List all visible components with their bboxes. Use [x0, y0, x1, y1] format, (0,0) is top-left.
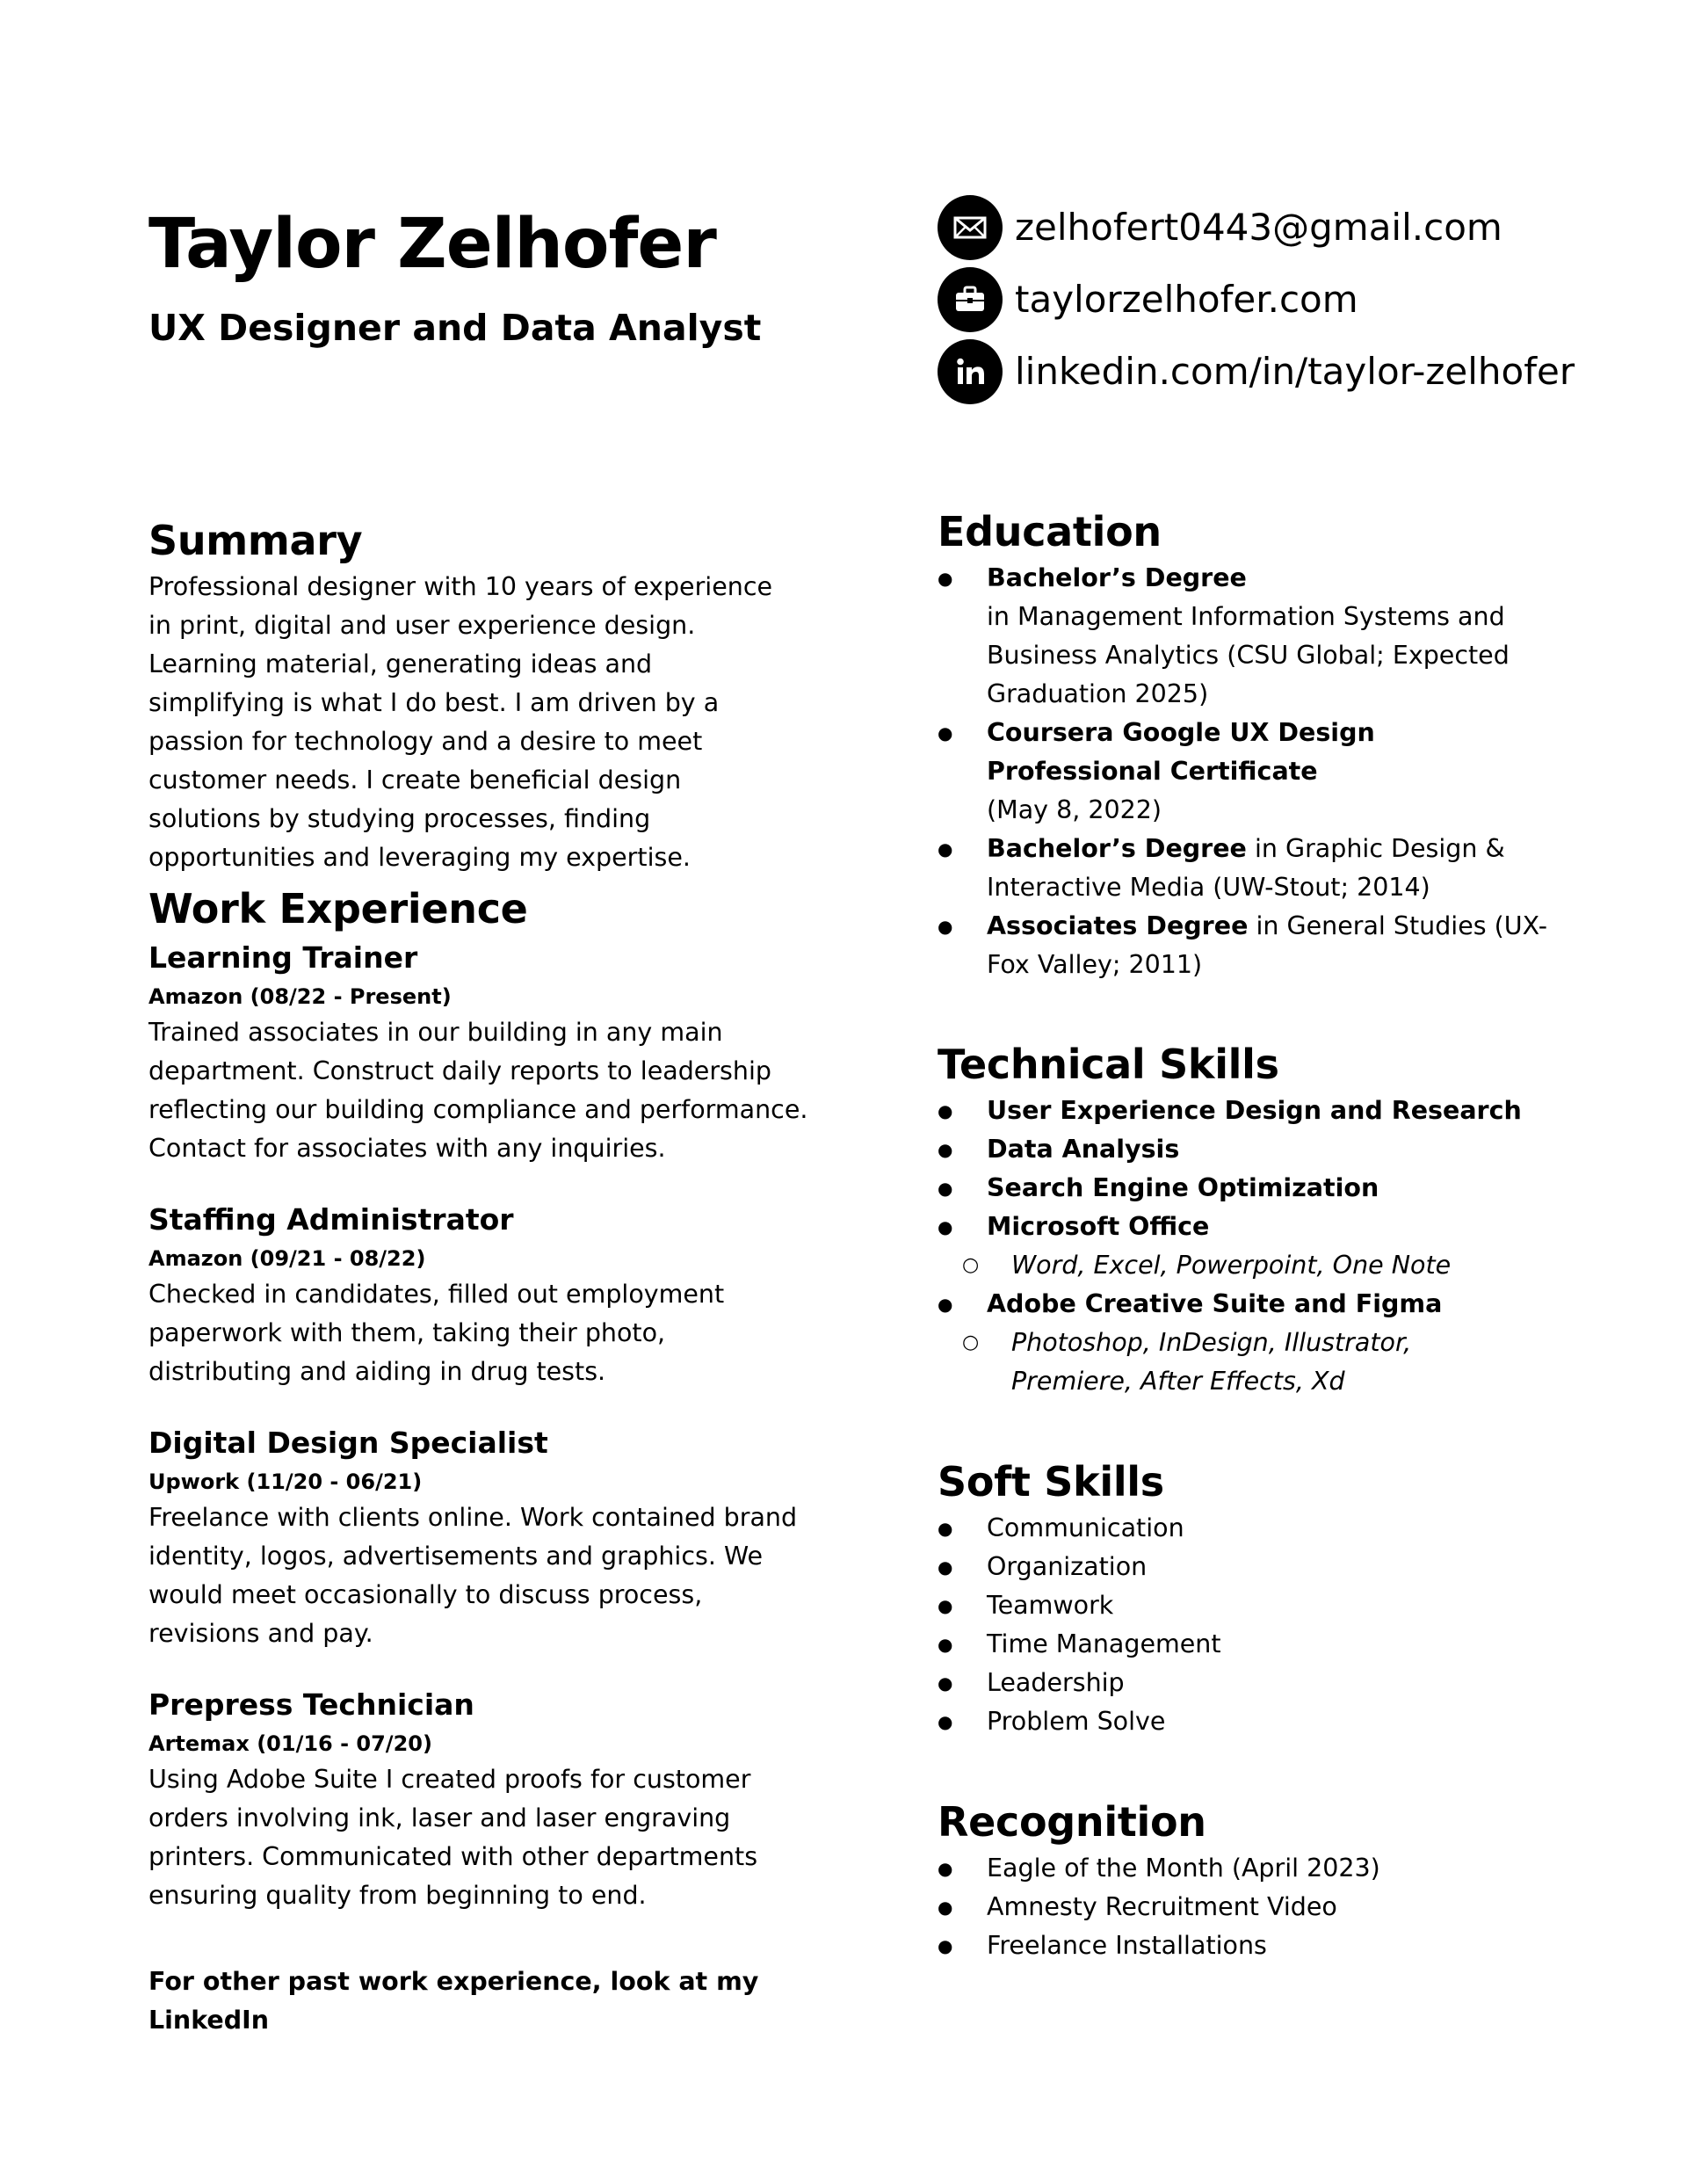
job-entry [148, 1683, 851, 1915]
list-item [938, 1092, 1553, 1130]
list-item: ● Organization [938, 1548, 1553, 1586]
envelope-icon [938, 195, 1003, 260]
degree-title: Associates Degree [987, 911, 1249, 940]
technical-heading: Technical Skills [938, 1041, 1279, 1088]
list-item: ● Teamwork [938, 1586, 1553, 1625]
list-item [938, 907, 1553, 984]
sub-list-item: ○ Word, Excel, Powerpoint, One Note [938, 1246, 1553, 1285]
degree-detail: in General Studies (UX-Fox Valley; 2011) [987, 911, 1548, 979]
technical-list [938, 1285, 1553, 1324]
technical-sublist [938, 1324, 1553, 1401]
contact-website[interactable]: taylorzelhofer.com [1015, 278, 1358, 321]
candidate-name: Taylor Zelhofer [148, 205, 716, 284]
skill-label: Data Analysis [987, 1135, 1180, 1164]
degree-detail: (May 8, 2022) [987, 795, 1162, 824]
degree-title: Bachelor’s Degree [987, 834, 1247, 863]
list-item: ● Amnesty Recruitment Video [938, 1888, 1553, 1926]
skill-label: Search Engine Optimization [987, 1173, 1379, 1202]
job-entry [148, 936, 851, 1168]
linkedin-note: For other past work experience, look at my LinkedIn [148, 1967, 759, 2035]
job-company: Amazon (08/22 - Present) [148, 984, 452, 1009]
summary-text: Professional designer with 10 years of experience in print, digital and user experience design. Learning material, generating ideas and simplifying is what I do best. I am driven by a passion for technology and a desire to meet customer needs. I create beneficial design solutions by studying processes, finding opportunities and leveraging my expertise. [148, 572, 773, 872]
list-item [938, 1208, 1553, 1246]
summary-heading: Summary [148, 517, 363, 564]
job-company: Artemax (01/16 - 07/20) [148, 1731, 432, 1756]
soft-skills-section [938, 1455, 1553, 1741]
work-heading: Work Experience [148, 885, 528, 932]
education-list [938, 559, 1553, 984]
degree-title: ● Bachelor’s Degree [987, 563, 1247, 592]
job-title: Learning Trainer [148, 940, 418, 975]
recognition-section [938, 1795, 1553, 1965]
education-section [938, 504, 1553, 984]
soft-list [938, 1509, 1553, 1741]
skill-label: User Experience Design and Research [987, 1096, 1522, 1125]
job-description: Freelance with clients online. Work contained brand identity, logos, advertisements and graphics. We would meet occasionally to discuss process, revisions and pay. [148, 1503, 798, 1648]
contact-linkedin-row [938, 336, 1575, 408]
technical-sublist [938, 1246, 1553, 1285]
contact-email-row [938, 192, 1575, 264]
recognition-heading: Recognition [938, 1798, 1206, 1846]
work-experience-section [148, 882, 851, 2040]
skill-label: Microsoft Office [987, 1212, 1210, 1241]
list-item [938, 1169, 1553, 1208]
list-item [938, 559, 1553, 714]
list-item [938, 1130, 1553, 1169]
job-description: Checked in candidates, filled out employment paperwork with them, taking their photo, distributing and aiding in drug tests. [148, 1280, 725, 1386]
job-entry [148, 1198, 851, 1391]
job-company: Amazon (09/21 - 08/22) [148, 1246, 426, 1271]
soft-heading: Soft Skills [938, 1458, 1164, 1506]
list-item [938, 830, 1553, 907]
job-entry [148, 1421, 851, 1653]
list-item: ● Leadership [938, 1664, 1553, 1702]
technical-skills-section [938, 1037, 1553, 1401]
briefcase-icon [938, 267, 1003, 332]
candidate-role: UX Designer and Data Analyst [148, 307, 762, 349]
recognition-list [938, 1849, 1553, 1965]
job-title: Digital Design Specialist [148, 1426, 548, 1460]
education-heading: Education [938, 508, 1162, 555]
job-description: Trained associates in our building in any main department. Construct daily reports to leadership reflecting our building compliance and performance. Contact for associates with any inquiries. [148, 1018, 808, 1163]
contact-linkedin[interactable]: linkedin.com/in/taylor-zelhofer [1015, 350, 1575, 393]
summary-section [148, 513, 851, 877]
list-item: ● Freelance Installations [938, 1926, 1553, 1965]
contact-email[interactable]: zelhofert0443@gmail.com [1015, 206, 1502, 249]
job-title: Prepress Technician [148, 1687, 474, 1722]
list-item: ● Problem Solve [938, 1702, 1553, 1741]
degree-title: ● Coursera Google UX Design Professional Certificate [987, 718, 1375, 786]
degree-detail: in Management Information Systems and Business Analytics (CSU Global; Expected Graduation 2025) [987, 602, 1510, 708]
job-company: Upwork (11/20 - 06/21) [148, 1469, 423, 1494]
skill-label: Adobe Creative Suite and Figma [987, 1289, 1443, 1318]
degree-detail: in Graphic Design & Interactive Media (UW-Stout; 2014) [987, 834, 1505, 902]
list-item [938, 1285, 1553, 1324]
list-item: ● Time Management [938, 1625, 1553, 1664]
job-description: Using Adobe Suite I created proofs for customer orders involving ink, laser and laser engraving printers. Communicated with other departments ensuring quality from beginning to end. [148, 1765, 758, 1910]
technical-list [938, 1092, 1553, 1246]
sub-list-item: ○ Photoshop, InDesign, Illustrator, Premiere, After Effects, Xd [938, 1324, 1486, 1401]
list-item: ● Eagle of the Month (April 2023) [938, 1849, 1553, 1888]
list-item: ● Communication [938, 1509, 1553, 1548]
contact-block [938, 192, 1575, 408]
linkedin-icon [938, 339, 1003, 404]
list-item [938, 714, 1553, 830]
job-title: Staffing Administrator [148, 1202, 514, 1237]
contact-website-row [938, 264, 1575, 336]
